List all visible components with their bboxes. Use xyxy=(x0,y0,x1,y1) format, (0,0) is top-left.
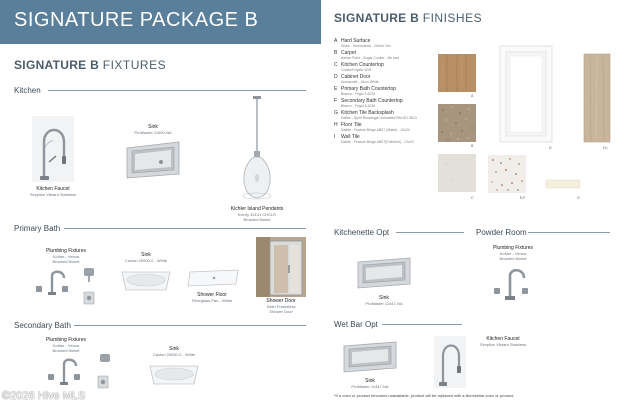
swatch-label-ef: E,F xyxy=(520,196,526,200)
powder-fixtures-caption xyxy=(480,245,546,261)
wet-bar-sink-sub: ProMaster 11447-NA xyxy=(351,384,389,389)
swatch-bath-countertop xyxy=(488,155,526,193)
kitchenette-sink-sub: ProMaster 11447-NA xyxy=(365,301,403,306)
shower-door-sub1: Satin Frameless xyxy=(266,304,296,309)
island-pendant-image xyxy=(236,96,278,204)
finish-name: Secondary Bath Countertop xyxy=(341,98,403,104)
secondary-sink-sub: Caxton 20000-0 - White xyxy=(152,352,196,357)
kitchen-sink-caption xyxy=(122,124,184,135)
kitchen-sink-title: Sink xyxy=(148,124,158,130)
shower-door-sub2: Shower Door xyxy=(269,309,293,314)
finish-letter: D xyxy=(334,74,338,80)
shower-floor-image xyxy=(186,268,240,288)
swatch-label-g: G xyxy=(577,196,580,200)
finish-desc: Daltile - Spirit Rectangle Undulated RM-SD-3613 xyxy=(341,116,417,120)
secondary-sink-title: Sink xyxy=(169,346,179,352)
finish-item xyxy=(334,98,434,108)
finish-item xyxy=(334,122,434,132)
finish-letter: A xyxy=(334,38,338,44)
primary-bath-heading: Primary Bath xyxy=(14,224,61,233)
secondary-sink-image xyxy=(146,360,202,388)
primary-fixtures-caption xyxy=(34,248,98,264)
finish-item xyxy=(334,38,434,48)
finish-desc: Adrian Point - Sugar Cookie - 4lb pad xyxy=(341,56,399,60)
finish-letter: G xyxy=(334,110,338,116)
finish-desc: Blanco - Frigid 3-6CM xyxy=(341,92,376,96)
swatch-label-d: D xyxy=(549,146,552,150)
finish-name: Kitchen Tile Backsplash xyxy=(341,110,394,116)
kitchen-sink-image xyxy=(125,140,181,180)
primary-fixtures-image xyxy=(34,266,100,306)
wet-bar-heading: Wet Bar Opt xyxy=(334,320,378,329)
kitchenette-sink-title: Sink xyxy=(379,295,389,301)
swatch-hard-surface xyxy=(438,54,476,92)
secondary-fixtures-title: Plumbing Fixtures xyxy=(45,337,86,343)
wet-bar-faucet-sub: Simplice Vibrant Stainless xyxy=(479,342,527,347)
island-pendant-title: Kichler Island Pendants xyxy=(230,206,284,212)
package-title: SIGNATURE PACKAGE B xyxy=(14,9,259,31)
primary-fixtures-sub2: Brushed Nickel xyxy=(52,259,80,264)
swatch-carpet xyxy=(438,104,476,142)
kitchen-faucet-image xyxy=(32,116,74,182)
kitchen-heading: Kitchen xyxy=(14,86,41,95)
wet-bar-sink-title: Sink xyxy=(365,378,375,384)
swatch-label-b: B xyxy=(471,144,474,148)
shower-floor-sub: Fiberglass Pan - White xyxy=(191,298,233,303)
finish-letter: H xyxy=(334,122,338,128)
finish-item xyxy=(334,62,434,72)
finish-item xyxy=(334,110,434,120)
secondary-fixtures-sub1: Kohler - Venza xyxy=(52,343,80,348)
primary-fixtures-sub1: Kohler - Venza xyxy=(52,254,80,259)
powder-fixtures-sub1: Kohler - Venza xyxy=(499,251,527,256)
secondary-sink-caption xyxy=(144,346,204,357)
finish-name: Cabinet Door xyxy=(341,74,371,80)
finishes-list xyxy=(334,38,434,146)
finish-letter: F xyxy=(334,98,338,104)
secondary-fixtures-sub2: Brushed Nickel xyxy=(52,348,80,353)
package-banner xyxy=(0,0,321,44)
swatch-label-hi: H,I xyxy=(603,146,608,150)
wet-bar-faucet-caption xyxy=(470,336,536,347)
kitchenette-heading: Kitchenette Opt xyxy=(334,228,390,237)
finish-letter: I xyxy=(334,134,336,140)
finish-item xyxy=(334,50,434,60)
wet-bar-sink-image xyxy=(342,340,398,374)
secondary-fixtures-image xyxy=(44,354,114,394)
kitchen-sink-sub: ProMaster 11600-NA xyxy=(134,130,172,135)
swatch-backsplash xyxy=(546,180,580,188)
swatch-floor-wall-tile xyxy=(584,54,610,142)
finish-desc: Shaw - Homestead - Chiton Tan xyxy=(341,44,391,48)
swatch-cabinet-door xyxy=(500,46,552,142)
primary-sink-image xyxy=(118,266,174,294)
finish-desc: Daltile - Feature Beige AB07(Polished) - 12x24 xyxy=(341,140,414,144)
finish-desc: Blanco - Frigid 3-6CM xyxy=(341,104,376,108)
finish-desc: Daltile - Feature Beige AB07 (Matte) - 12x24 xyxy=(341,128,410,132)
finishes-heading xyxy=(334,11,482,25)
fixtures-heading-light: FIXTURES xyxy=(102,58,167,72)
island-pendant-caption xyxy=(218,206,296,222)
powder-room-rule xyxy=(528,232,610,233)
shower-door-caption xyxy=(250,298,312,314)
mls-watermark: ©2026 Hive MLS xyxy=(2,390,86,402)
wet-bar-rule xyxy=(382,324,462,325)
finish-letter: E xyxy=(334,86,338,92)
fixtures-heading xyxy=(14,58,166,72)
finish-letter: B xyxy=(334,50,338,56)
finish-name: Kitchen Countertop xyxy=(341,62,384,68)
finish-name: Primary Bath Countertop xyxy=(341,86,397,92)
shower-floor-title: Shower Floor xyxy=(197,292,227,298)
finish-item xyxy=(334,86,434,96)
wet-bar-faucet-title: Kitchen Faucet xyxy=(486,336,520,342)
kitchenette-sink-image xyxy=(356,256,412,290)
swatch-label-c: C xyxy=(471,196,474,200)
footnote: *If a color or product becomes unavailable, product will be replaced with a like/similar color or product. xyxy=(334,393,515,398)
shower-door-image xyxy=(256,237,306,297)
finish-item xyxy=(334,74,434,84)
fixtures-heading-bold: SIGNATURE B xyxy=(14,58,100,72)
powder-fixtures-title: Plumbing Fixtures xyxy=(492,245,533,251)
kitchen-rule xyxy=(48,90,306,91)
primary-bath-rule xyxy=(64,228,306,229)
powder-fixtures-sub2: Brushed Nickel xyxy=(499,256,527,261)
finish-name: Hard Surface xyxy=(341,38,371,44)
secondary-bath-rule xyxy=(74,325,306,326)
kitchen-faucet-caption xyxy=(23,186,83,197)
finish-letter: C xyxy=(334,62,338,68)
powder-room-heading: Powder Room xyxy=(476,228,527,237)
wet-bar-sink-caption xyxy=(340,378,400,389)
shower-door-title: Shower Door xyxy=(266,298,296,304)
island-pendant-sub1: Everly 42141 CHCLR xyxy=(237,212,277,217)
finishes-heading-bold: SIGNATURE B xyxy=(334,11,420,25)
finish-name: Wall Tile xyxy=(341,134,360,140)
kitchenette-sink-caption xyxy=(354,295,414,306)
primary-sink-sub: Caxton 20000-0 - White xyxy=(124,258,168,263)
primary-fixtures-title: Plumbing Fixtures xyxy=(45,248,86,254)
secondary-fixtures-caption xyxy=(34,337,98,353)
kitchen-faucet-sub: Simplice Vibrant Stainless xyxy=(29,192,77,197)
kitchenette-rule xyxy=(396,232,464,233)
finish-desc: Corian/Frigala 3CM xyxy=(341,68,372,72)
wet-bar-faucet-image xyxy=(434,336,466,388)
powder-fixtures-image xyxy=(492,264,532,304)
finishes-heading-light: FINISHES xyxy=(422,11,483,25)
secondary-bath-heading: Secondary Bath xyxy=(14,321,71,330)
swatch-kitchen-countertop xyxy=(438,154,476,192)
swatch-label-a: A xyxy=(471,94,474,98)
finish-name: Carpet xyxy=(341,50,357,56)
finish-item xyxy=(334,134,434,144)
kitchen-faucet-title: Kitchen Faucet xyxy=(36,186,70,192)
finish-desc: Arendcraft - 19cm White xyxy=(341,80,379,84)
finish-name: Floor Tile xyxy=(341,122,362,128)
primary-sink-caption xyxy=(116,252,176,263)
primary-sink-title: Sink xyxy=(141,252,151,258)
island-pendant-sub2: Brushed Nickel xyxy=(243,217,271,222)
shower-floor-caption xyxy=(183,292,241,303)
